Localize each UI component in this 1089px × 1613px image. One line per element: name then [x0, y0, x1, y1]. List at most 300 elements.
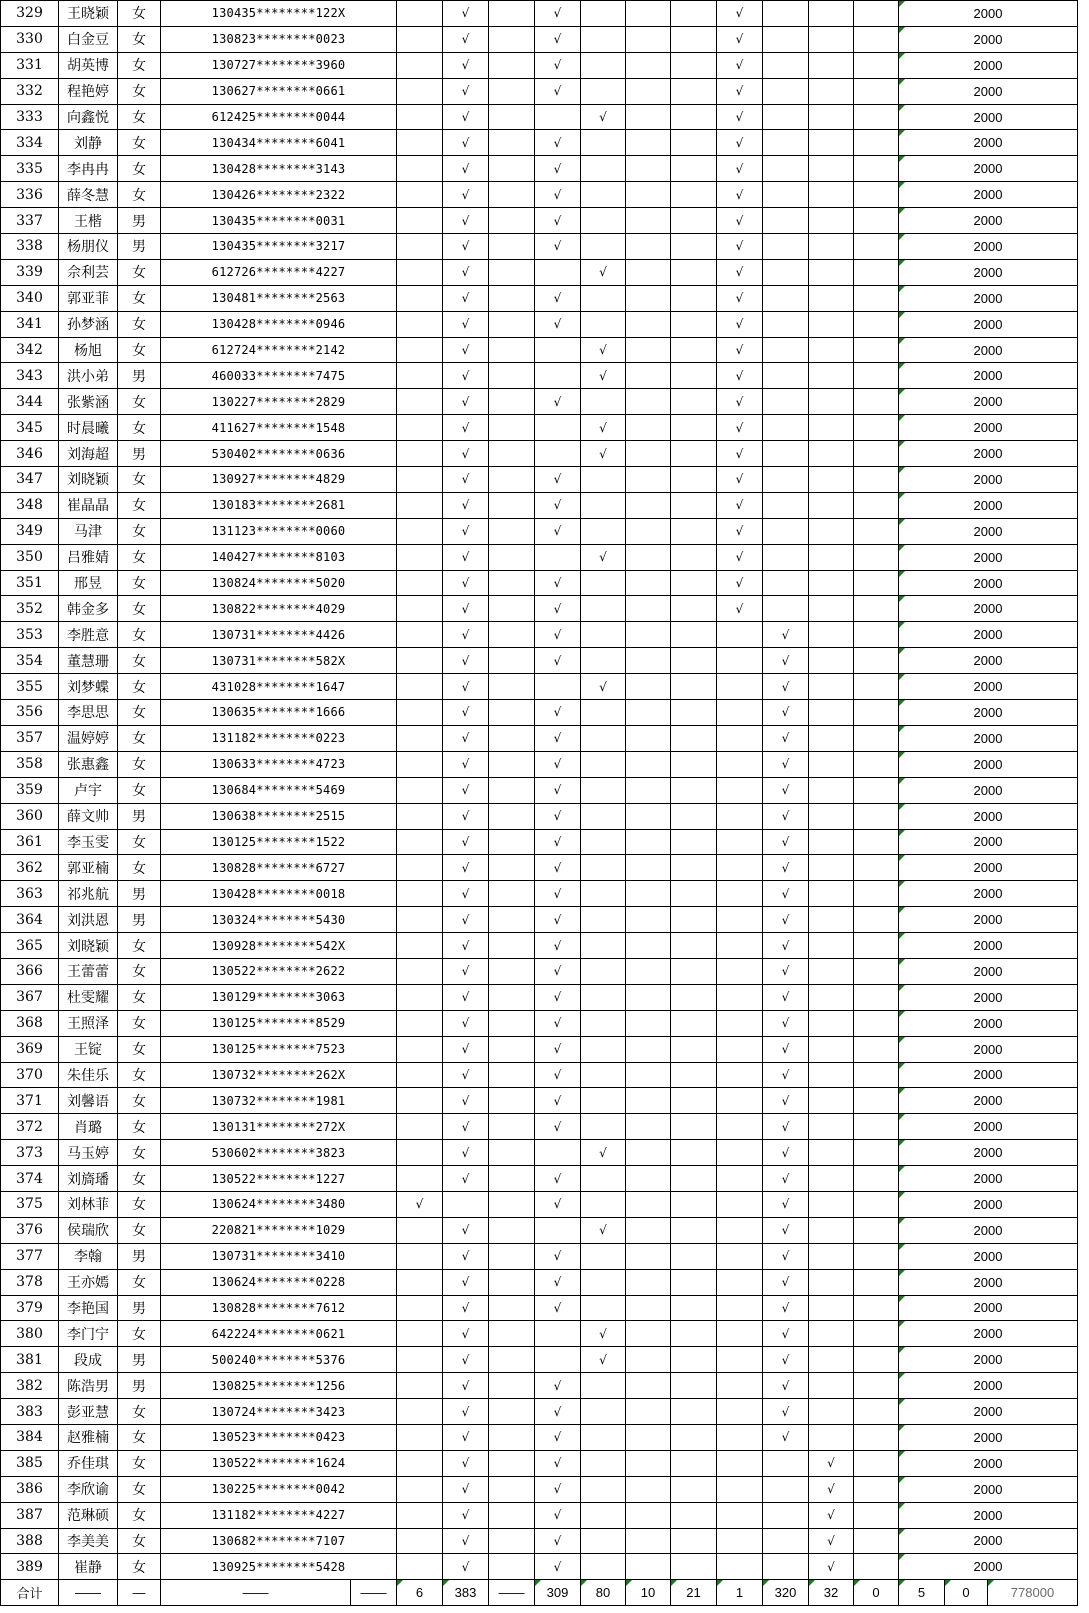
mark-col-5 [581, 1502, 626, 1528]
subsidy-amount: 2000 [899, 1502, 1078, 1528]
total-cell: — [118, 1580, 161, 1606]
id-number: 500240********5376 [161, 1347, 397, 1373]
id-number: 220821********1029 [161, 1217, 397, 1243]
mark-col-6 [626, 1373, 671, 1399]
mark-col-7 [671, 855, 717, 881]
table-row [1, 1554, 1078, 1580]
mark-col-2: √ [443, 1010, 489, 1036]
mark-col-9: √ [763, 1399, 809, 1425]
mark-col-7 [671, 700, 717, 726]
mark-col-4: √ [535, 829, 581, 855]
mark-col-2: √ [443, 829, 489, 855]
mark-col-10 [809, 337, 854, 363]
subsidy-amount: 2000 [899, 1217, 1078, 1243]
gender: 女 [118, 182, 161, 208]
mark-col-11 [854, 1062, 899, 1088]
subsidy-amount: 2000 [899, 78, 1078, 104]
mark-col-8 [717, 1528, 763, 1554]
mark-col-9 [763, 1528, 809, 1554]
mark-col-1 [397, 259, 443, 285]
row-number: 351 [1, 570, 59, 596]
mark-col-8 [717, 1347, 763, 1373]
gender: 女 [118, 1450, 161, 1476]
mark-col-1 [397, 1088, 443, 1114]
subsidy-amount: 2000 [899, 803, 1078, 829]
table-row [1, 1373, 1078, 1399]
table-row [1, 156, 1078, 182]
mark-col-2: √ [443, 1166, 489, 1192]
mark-col-6 [626, 1502, 671, 1528]
gender: 女 [118, 648, 161, 674]
mark-col-10 [809, 648, 854, 674]
mark-col-10 [809, 208, 854, 234]
mark-col-9: √ [763, 1166, 809, 1192]
mark-col-2: √ [443, 1476, 489, 1502]
row-number: 348 [1, 492, 59, 518]
mark-col-9: √ [763, 700, 809, 726]
student-name: 白金豆 [59, 26, 118, 52]
student-name: 佘利芸 [59, 259, 118, 285]
mark-col-4: √ [535, 1476, 581, 1502]
id-number: 130624********3480 [161, 1191, 397, 1217]
row-number: 345 [1, 415, 59, 441]
id-number: 130925********5428 [161, 1554, 397, 1580]
mark-col-1 [397, 1140, 443, 1166]
mark-col-6 [626, 78, 671, 104]
row-number: 353 [1, 622, 59, 648]
row-number: 330 [1, 26, 59, 52]
mark-col-3 [489, 803, 535, 829]
student-name: 李艳国 [59, 1295, 118, 1321]
mark-col-10 [809, 1217, 854, 1243]
mark-col-5 [581, 751, 626, 777]
mark-col-10 [809, 1, 854, 27]
mark-col-9: √ [763, 958, 809, 984]
mark-col-9: √ [763, 1373, 809, 1399]
mark-col-4: √ [535, 751, 581, 777]
mark-col-9: √ [763, 933, 809, 959]
subsidy-amount: 2000 [899, 363, 1078, 389]
mark-col-10 [809, 1295, 854, 1321]
mark-col-11 [854, 1476, 899, 1502]
mark-col-11 [854, 1295, 899, 1321]
id-number: 130828********6727 [161, 855, 397, 881]
mark-col-8 [717, 1476, 763, 1502]
table-row [1, 1424, 1078, 1450]
mark-col-2: √ [443, 492, 489, 518]
mark-col-11 [854, 1554, 899, 1580]
mark-col-8 [717, 958, 763, 984]
mark-col-3 [489, 984, 535, 1010]
mark-col-3 [489, 777, 535, 803]
mark-col-4 [535, 337, 581, 363]
mark-col-10 [809, 829, 854, 855]
mark-col-3 [489, 311, 535, 337]
subsidy-amount: 2000 [899, 933, 1078, 959]
mark-col-3 [489, 648, 535, 674]
id-number: 130732********1981 [161, 1088, 397, 1114]
mark-col-3 [489, 674, 535, 700]
mark-col-2: √ [443, 1114, 489, 1140]
gender: 女 [118, 1528, 161, 1554]
subsidy-amount: 2000 [899, 777, 1078, 803]
mark-col-8 [717, 907, 763, 933]
table-row [1, 78, 1078, 104]
mark-col-1 [397, 1373, 443, 1399]
mark-col-3 [489, 78, 535, 104]
table-row [1, 234, 1078, 260]
table-row [1, 674, 1078, 700]
row-number: 342 [1, 337, 59, 363]
mark-col-4: √ [535, 855, 581, 881]
mark-col-9 [763, 182, 809, 208]
mark-col-8 [717, 933, 763, 959]
mark-col-9: √ [763, 751, 809, 777]
mark-col-7 [671, 907, 717, 933]
mark-col-9 [763, 285, 809, 311]
table-row [1, 311, 1078, 337]
mark-col-4 [535, 1140, 581, 1166]
total-cell: —— [59, 1580, 118, 1606]
student-name: 范琳硕 [59, 1502, 118, 1528]
id-number: 460033********7475 [161, 363, 397, 389]
row-number: 354 [1, 648, 59, 674]
subsidy-amount: 2000 [899, 467, 1078, 493]
total-cell: 778000 [988, 1580, 1078, 1606]
student-name: 王锭 [59, 1036, 118, 1062]
mark-col-3 [489, 1476, 535, 1502]
mark-col-11 [854, 725, 899, 751]
mark-col-9: √ [763, 1321, 809, 1347]
mark-col-5 [581, 1528, 626, 1554]
table-row [1, 700, 1078, 726]
mark-col-8: √ [717, 182, 763, 208]
row-number: 331 [1, 52, 59, 78]
subsidy-amount: 2000 [899, 1114, 1078, 1140]
mark-col-5 [581, 1088, 626, 1114]
mark-col-6 [626, 1321, 671, 1347]
mark-col-4: √ [535, 1269, 581, 1295]
mark-col-8 [717, 1269, 763, 1295]
mark-col-5 [581, 1476, 626, 1502]
mark-col-6 [626, 1295, 671, 1321]
mark-col-11 [854, 285, 899, 311]
mark-col-6 [626, 259, 671, 285]
mark-col-5: √ [581, 337, 626, 363]
table-row [1, 337, 1078, 363]
mark-col-5 [581, 1243, 626, 1269]
mark-col-8: √ [717, 441, 763, 467]
mark-col-11 [854, 259, 899, 285]
row-number: 347 [1, 467, 59, 493]
mark-col-7 [671, 596, 717, 622]
mark-col-8: √ [717, 208, 763, 234]
mark-col-1 [397, 984, 443, 1010]
mark-col-10 [809, 1088, 854, 1114]
mark-col-4: √ [535, 777, 581, 803]
mark-col-9: √ [763, 984, 809, 1010]
mark-col-1 [397, 1528, 443, 1554]
mark-col-6 [626, 1191, 671, 1217]
mark-col-3 [489, 1347, 535, 1373]
mark-col-11 [854, 26, 899, 52]
mark-col-10 [809, 182, 854, 208]
id-number: 530402********0636 [161, 441, 397, 467]
gender: 女 [118, 1114, 161, 1140]
mark-col-2: √ [443, 881, 489, 907]
mark-col-8: √ [717, 259, 763, 285]
id-number: 130125********7523 [161, 1036, 397, 1062]
mark-col-5 [581, 570, 626, 596]
mark-col-5 [581, 700, 626, 726]
mark-col-4: √ [535, 700, 581, 726]
gender: 女 [118, 829, 161, 855]
mark-col-9 [763, 389, 809, 415]
mark-col-8: √ [717, 130, 763, 156]
mark-col-9 [763, 570, 809, 596]
mark-col-5 [581, 208, 626, 234]
mark-col-10: √ [809, 1502, 854, 1528]
mark-col-11 [854, 1528, 899, 1554]
mark-col-3 [489, 1502, 535, 1528]
mark-col-2: √ [443, 1, 489, 27]
mark-col-7 [671, 622, 717, 648]
mark-col-10 [809, 984, 854, 1010]
mark-col-4: √ [535, 1088, 581, 1114]
mark-col-11 [854, 1321, 899, 1347]
subsidy-amount: 2000 [899, 311, 1078, 337]
gender: 男 [118, 208, 161, 234]
mark-col-1 [397, 78, 443, 104]
mark-col-3 [489, 1450, 535, 1476]
id-number: 130183********2681 [161, 492, 397, 518]
row-number: 352 [1, 596, 59, 622]
table-row [1, 415, 1078, 441]
mark-col-5 [581, 52, 626, 78]
mark-col-7 [671, 544, 717, 570]
mark-col-5 [581, 777, 626, 803]
mark-col-2: √ [443, 518, 489, 544]
mark-col-1 [397, 570, 443, 596]
mark-col-5 [581, 596, 626, 622]
mark-col-11 [854, 570, 899, 596]
subsidy-amount: 2000 [899, 26, 1078, 52]
student-name: 吕雅婧 [59, 544, 118, 570]
subsidy-amount: 2000 [899, 1295, 1078, 1321]
subsidy-amount: 2000 [899, 130, 1078, 156]
mark-col-8 [717, 984, 763, 1010]
subsidy-amount: 2000 [899, 1450, 1078, 1476]
gender: 女 [118, 984, 161, 1010]
gender: 女 [118, 596, 161, 622]
mark-col-10 [809, 958, 854, 984]
mark-col-9: √ [763, 1114, 809, 1140]
mark-col-6 [626, 492, 671, 518]
mark-col-6 [626, 1424, 671, 1450]
gender: 男 [118, 881, 161, 907]
gender: 女 [118, 544, 161, 570]
mark-col-11 [854, 1088, 899, 1114]
mark-col-7 [671, 104, 717, 130]
gender: 女 [118, 1476, 161, 1502]
mark-col-4: √ [535, 1295, 581, 1321]
table-row [1, 130, 1078, 156]
mark-col-6 [626, 337, 671, 363]
mark-col-1 [397, 1502, 443, 1528]
mark-col-11 [854, 958, 899, 984]
mark-col-1 [397, 933, 443, 959]
mark-col-3 [489, 1269, 535, 1295]
mark-col-10 [809, 1191, 854, 1217]
mark-col-2: √ [443, 855, 489, 881]
mark-col-11 [854, 130, 899, 156]
total-cell: 32 [809, 1580, 854, 1606]
student-name: 崔晶晶 [59, 492, 118, 518]
mark-col-4: √ [535, 1528, 581, 1554]
gender: 女 [118, 492, 161, 518]
mark-col-3 [489, 855, 535, 881]
mark-col-11 [854, 78, 899, 104]
mark-col-10 [809, 415, 854, 441]
row-number: 373 [1, 1140, 59, 1166]
gender: 女 [118, 467, 161, 493]
mark-col-3 [489, 492, 535, 518]
mark-col-2: √ [443, 1554, 489, 1580]
mark-col-4: √ [535, 1424, 581, 1450]
mark-col-4: √ [535, 1243, 581, 1269]
mark-col-3 [489, 596, 535, 622]
mark-col-6 [626, 518, 671, 544]
table-row [1, 259, 1078, 285]
mark-col-7 [671, 1062, 717, 1088]
mark-col-8 [717, 648, 763, 674]
mark-col-2: √ [443, 907, 489, 933]
subsidy-amount: 2000 [899, 1373, 1078, 1399]
mark-col-2: √ [443, 311, 489, 337]
id-number: 130522********1624 [161, 1450, 397, 1476]
mark-col-4: √ [535, 803, 581, 829]
mark-col-3 [489, 104, 535, 130]
mark-col-3 [489, 130, 535, 156]
mark-col-10 [809, 881, 854, 907]
mark-col-6 [626, 285, 671, 311]
mark-col-6 [626, 130, 671, 156]
mark-col-11 [854, 751, 899, 777]
table-row [1, 1347, 1078, 1373]
gender: 女 [118, 1502, 161, 1528]
mark-col-1 [397, 441, 443, 467]
mark-col-11 [854, 337, 899, 363]
mark-col-5 [581, 1399, 626, 1425]
mark-col-1 [397, 285, 443, 311]
mark-col-8: √ [717, 285, 763, 311]
mark-col-7 [671, 78, 717, 104]
mark-col-11 [854, 415, 899, 441]
mark-col-5: √ [581, 363, 626, 389]
mark-col-9 [763, 544, 809, 570]
gender: 女 [118, 518, 161, 544]
mark-col-10 [809, 130, 854, 156]
gender: 男 [118, 441, 161, 467]
mark-col-8 [717, 1295, 763, 1321]
row-number: 375 [1, 1191, 59, 1217]
total-cell: —— [489, 1580, 535, 1606]
mark-col-5 [581, 855, 626, 881]
student-name: 李美美 [59, 1528, 118, 1554]
id-number: 130435********3217 [161, 234, 397, 260]
total-cell: 309 [535, 1580, 581, 1606]
id-number: 140427********8103 [161, 544, 397, 570]
mark-col-5 [581, 1424, 626, 1450]
student-name: 张紫涵 [59, 389, 118, 415]
mark-col-2: √ [443, 130, 489, 156]
mark-col-8 [717, 1450, 763, 1476]
mark-col-1 [397, 1243, 443, 1269]
mark-col-9 [763, 441, 809, 467]
subsidy-amount: 2000 [899, 725, 1078, 751]
mark-col-7 [671, 725, 717, 751]
id-number: 130225********0042 [161, 1476, 397, 1502]
mark-col-7 [671, 1373, 717, 1399]
student-name: 薛冬慧 [59, 182, 118, 208]
mark-col-1 [397, 363, 443, 389]
mark-col-6 [626, 1140, 671, 1166]
mark-col-5 [581, 803, 626, 829]
mark-col-2: √ [443, 1399, 489, 1425]
table-row [1, 1166, 1078, 1192]
table-row [1, 182, 1078, 208]
student-name: 李思思 [59, 700, 118, 726]
mark-col-7 [671, 674, 717, 700]
mark-col-4: √ [535, 492, 581, 518]
mark-col-3 [489, 156, 535, 182]
gender: 女 [118, 1269, 161, 1295]
mark-col-9: √ [763, 725, 809, 751]
mark-col-4: √ [535, 570, 581, 596]
gender: 女 [118, 259, 161, 285]
mark-col-9 [763, 130, 809, 156]
id-number: 130635********1666 [161, 700, 397, 726]
mark-col-9: √ [763, 1062, 809, 1088]
student-name: 李冉冉 [59, 156, 118, 182]
mark-col-3 [489, 700, 535, 726]
subsidy-amount: 2000 [899, 182, 1078, 208]
table-row [1, 570, 1078, 596]
row-number: 332 [1, 78, 59, 104]
gender: 女 [118, 1, 161, 27]
id-number: 130638********2515 [161, 803, 397, 829]
id-number: 612425********0044 [161, 104, 397, 130]
mark-col-1 [397, 1450, 443, 1476]
subsidy-amount: 2000 [899, 1399, 1078, 1425]
mark-col-8 [717, 1399, 763, 1425]
mark-col-3 [489, 570, 535, 596]
mark-col-3 [489, 518, 535, 544]
mark-col-6 [626, 1, 671, 27]
gender: 女 [118, 285, 161, 311]
mark-col-7 [671, 285, 717, 311]
subsidy-amount: 2000 [899, 855, 1078, 881]
row-number: 337 [1, 208, 59, 234]
mark-col-4 [535, 1347, 581, 1373]
mark-col-4: √ [535, 311, 581, 337]
student-name: 王亦嫣 [59, 1269, 118, 1295]
gender: 女 [118, 1554, 161, 1580]
table-row [1, 751, 1078, 777]
mark-col-7 [671, 1088, 717, 1114]
row-number: 383 [1, 1399, 59, 1425]
id-number: 130227********2829 [161, 389, 397, 415]
